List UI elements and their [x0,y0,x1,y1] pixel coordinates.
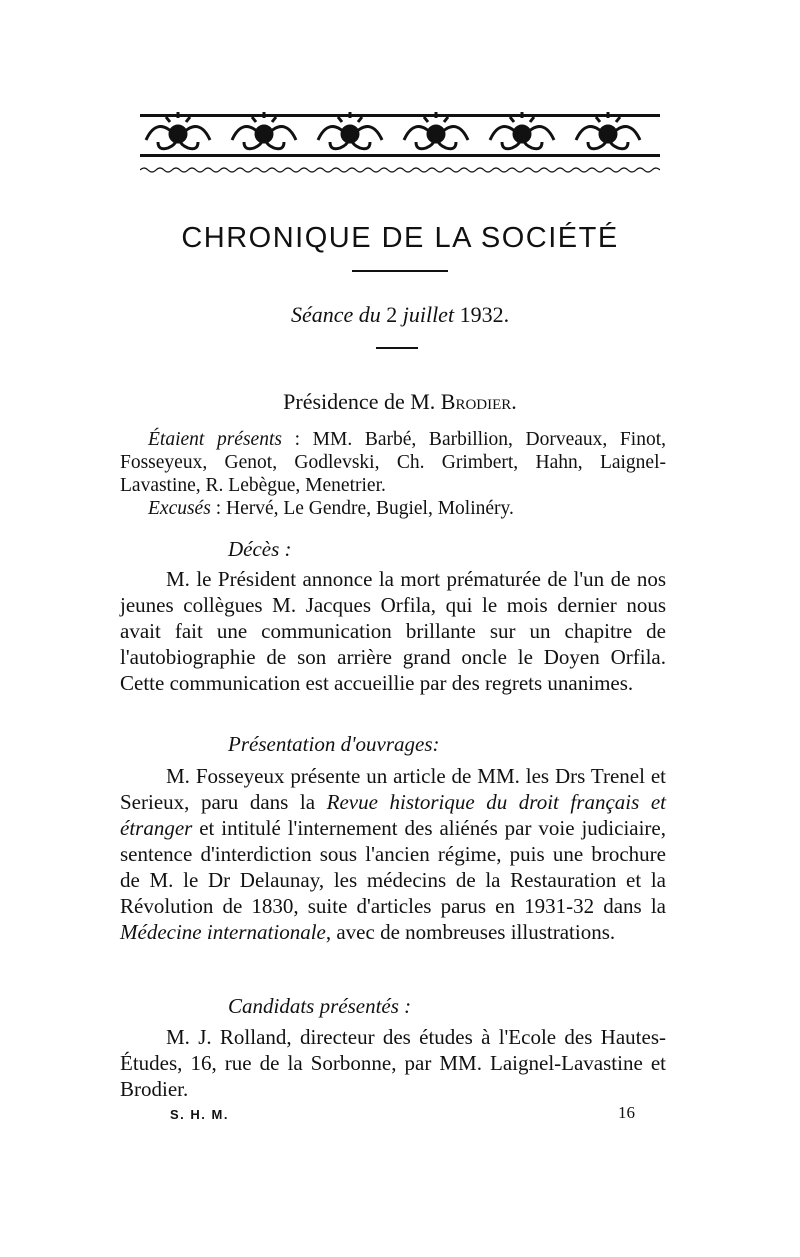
journal-title-2: Médecine internationale [120,920,326,944]
seance-date [0,302,800,328]
ouvrages-paragraph [120,763,666,945]
candidats-paragraph: M. J. Rolland, directeur des études à l'Ecole des Hautes-Études, 16, rue de la Sorbonne, par MM. Laignel-Lavastine et Brodier. [120,1025,666,1101]
presidence-prefix: Présidence de M. [283,389,436,414]
ouvrages-text-2: et intitulé l'internement des aliénés par voie judiciaire, sentence d'interdiction sous l'ancien régime, puis une brochure de M. le Dr Delaunay, les médecins de la Restauration et la Révolution de 1830, suite d'articles parus en 1931-32 dans la [120,816,666,918]
seance-year: 1932. [459,302,510,327]
presidence-line [0,389,800,415]
seance-label: Séance du [290,302,381,327]
present-label: Étaient présents [148,429,282,450]
journal-title-1: Revue historique du droit français et étranger [120,790,666,840]
section-heading-candidats: Candidats présentés : [228,994,412,1018]
section-heading-deces: Décès : [228,537,292,561]
deces-paragraph: M. le Président annonce la mort prématurée de l'un de nos jeunes collègues M. Jacques Orfila, qui le mois dernier nous avait fait une communication brillante sur un chapitre de l'autobiographie de son arrière grand oncle le Doyen Orfila. Cette communication est accueillie par des regrets unanimes. [120,567,666,695]
president-name: Brodier. [440,389,517,414]
date-divider [376,347,418,349]
title-divider [352,270,448,272]
seance-month: juillet [402,302,455,327]
present-list [120,428,666,497]
ouvrages-text-3: , avec de nombreuses illustrations. [325,920,616,944]
page-title: CHRONIQUE DE LA SOCIÉTÉ [181,222,619,254]
seance-day: 2 [386,302,398,327]
excused-label: Excusés [148,498,211,519]
footer-society-abbrev: S. H. M. [170,1107,229,1122]
page-number: 16 [618,1103,635,1122]
decorative-scroll-band-icon [140,100,660,178]
attendance-block [120,428,666,520]
excused-list [120,497,666,520]
present-names: : MM. Barbé, Barbillion, Dorveaux, Finot, Fosseyeux, Genot, Godlevski, Ch. Grimbert, Hahn, Laignel-Lavastine, R. Lebègue, Menetrier. [120,429,666,496]
excused-names: : Hervé, Le Gendre, Bugiel, Molinéry. [210,498,514,519]
ouvrages-text-1: M. Fosseyeux présente un article de MM. les Drs Trenel et Serieux, paru dans la [120,764,666,814]
section-heading-ouvrages: Présentation d'ouvrages: [228,732,440,756]
